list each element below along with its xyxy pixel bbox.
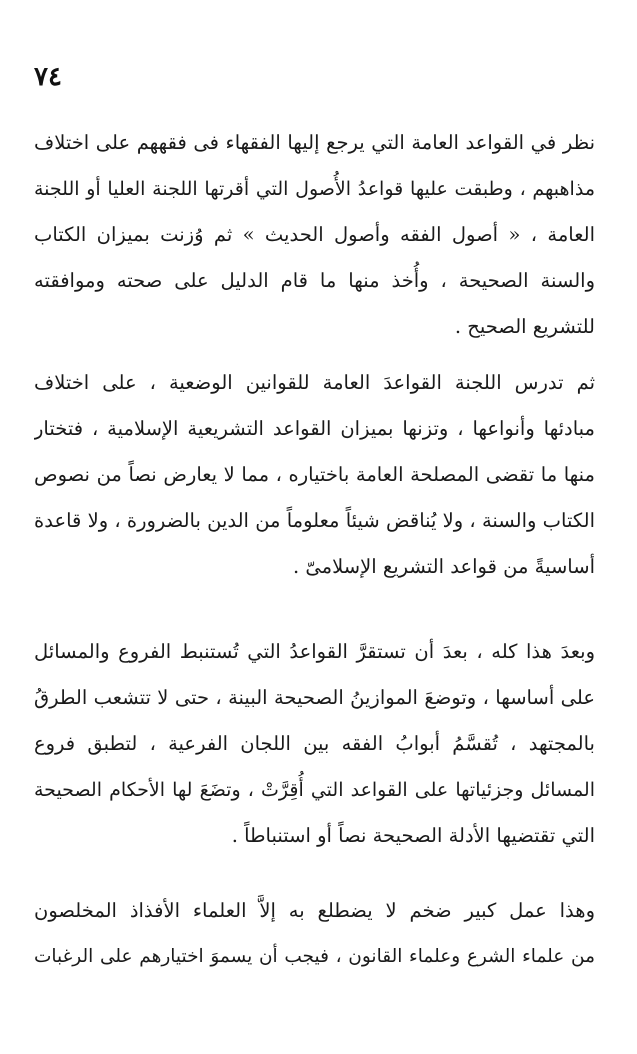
text-line: على أساسها ، وتوضعَ الموازينُ الصحيحة البينة ، حتى لا تتشعب الطرقُ	[34, 686, 595, 709]
paragraph	[34, 888, 595, 980]
text-line: منها ما تقضى المصلحة العامة باختياره ، مما لا يعارض نصاً من نصوص	[34, 463, 595, 486]
text-line: والسنة الصحيحة ، وأُخذ منها ما قام الدليل على صحته وموافقته	[34, 269, 595, 292]
text-line: ثم تدرس اللجنة القواعدَ العامة للقوانين الوضعية ، على اختلاف	[34, 371, 595, 394]
text-line: أساسيةً من قواعد التشريع الإسلامىّ .	[293, 555, 595, 578]
text-line: المسائل وجزئياتها على القواعد التي أُقِرَّتْ ، وتضَعَ لها الأحكام الصحيحة	[34, 779, 595, 801]
text-line: مذاهبهم ، وطبقت عليها قواعدُ الأُصول التي أقرتها اللجنة العليا أو اللجنة	[34, 178, 595, 200]
text-line: للتشريع الصحيح .	[454, 315, 595, 338]
text-line: من علماء الشرع وعلماء القانون ، فيجب أن يسموَ اختيارهم على الرغبات	[34, 946, 595, 967]
text-line: نظر في القواعد العامة التي يرجع إليها الفقهاء فى فقههم على اختلاف	[34, 131, 595, 154]
text-line: التي تقتضيها الأدلة الصحيحة نصاً أو استنباطاً .	[231, 824, 595, 847]
text-line: العامة ، « أصول الفقه وأصول الحديث » ثم وُزنت بميزان الكتاب	[34, 223, 595, 246]
text-line: وبعدَ هذا كله ، بعدَ أن تستقرَّ القواعدُ التي تُستنبط الفروع والمسائل	[34, 640, 595, 663]
page-number: ٤٧	[34, 62, 62, 92]
paragraph	[34, 629, 595, 859]
paragraph	[34, 120, 595, 350]
text-line: الكتاب والسنة ، ولا يُناقض شيئاً معلوماً من الدين بالضرورة ، ولا قاعدة	[34, 509, 595, 532]
text-line: وهذا عمل كبير ضخم لا يضطلع به إلاَّ العلماء الأفذاذ المخلصون	[34, 899, 595, 922]
text-line: مبادئها وأنواعها ، وتزنها بميزان القواعد التشريعية الإسلامية ، فتختار	[34, 417, 595, 440]
text-line: بالمجتهد ، تُقسَّمُ أبوابُ الفقه بين اللجان الفرعية ، لتطبق فروع	[34, 732, 595, 755]
paragraph	[34, 360, 595, 590]
